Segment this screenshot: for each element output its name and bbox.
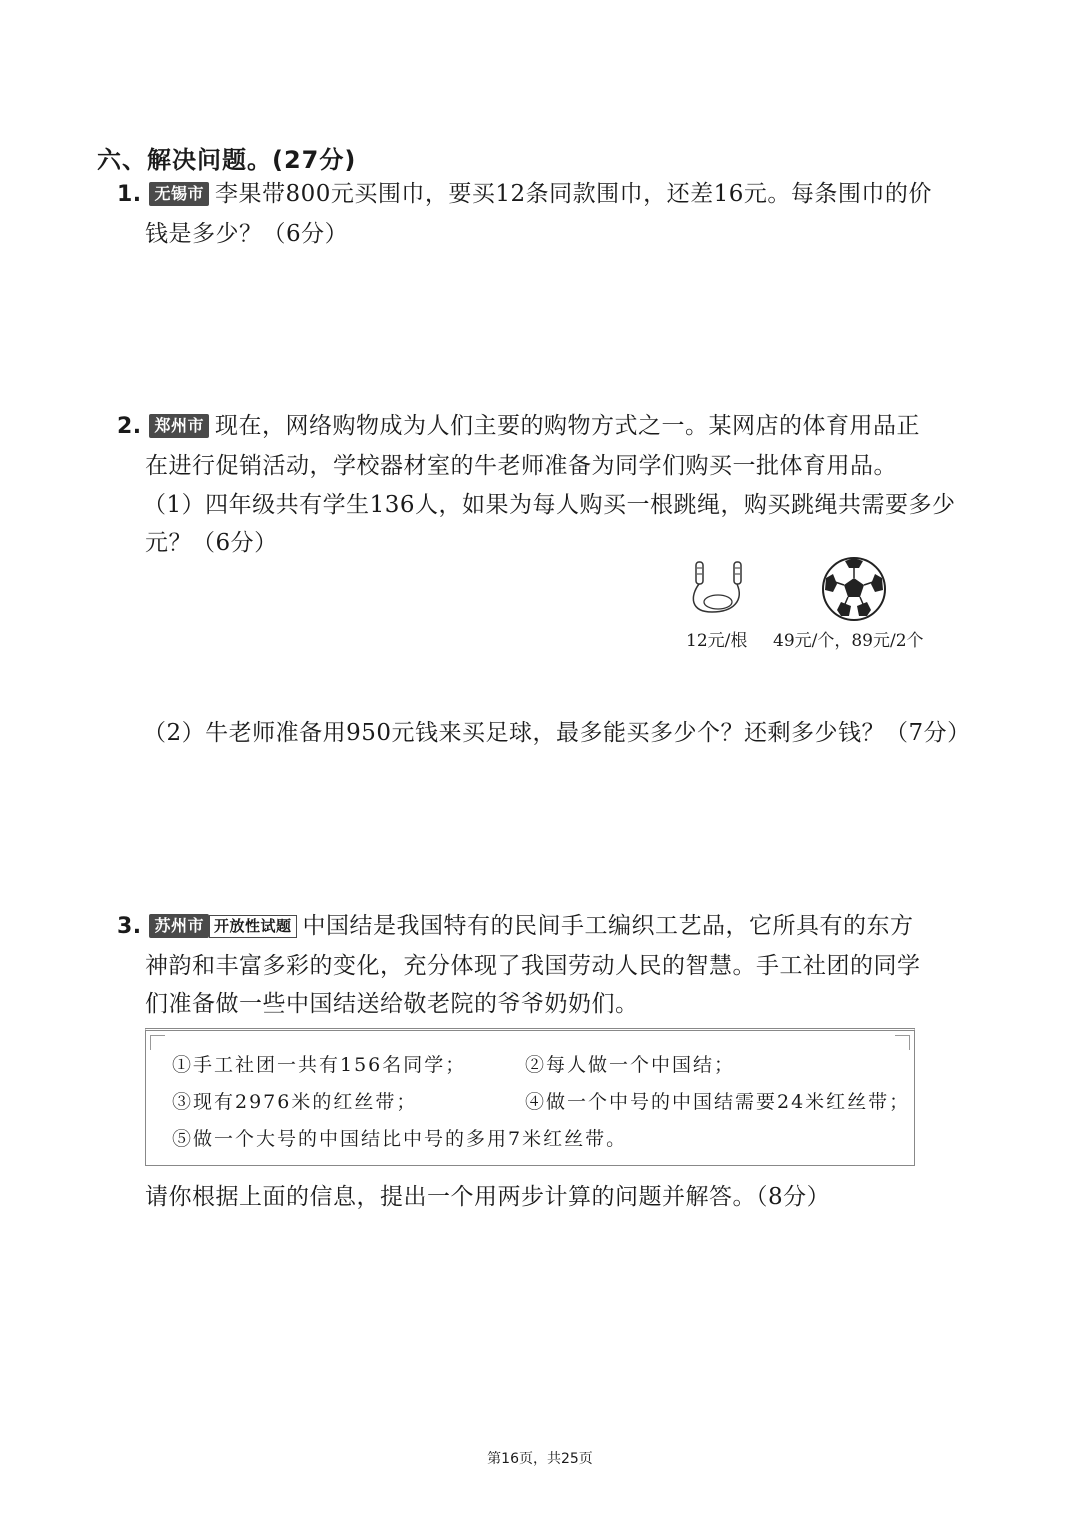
region-tag: 无锡市 (149, 182, 209, 206)
info-item: ②每人做一个中国结； (525, 1054, 736, 1076)
football-icon (821, 556, 887, 622)
question-2-line-1 (117, 410, 920, 443)
jump-rope-price: 12元/根 (686, 631, 748, 651)
question-2-line-2: 在进行促销活动，学校器材室的牛老师准备为同学们购买一批体育用品。 (145, 453, 897, 479)
section-title: 六、解决问题。(27分) (97, 146, 357, 174)
question-text: 现在，网络购物成为人们主要的购物方式之一。某网店的体育用品正 (215, 413, 920, 439)
question-3-prompt: 请你根据上面的信息，提出一个用两步计算的问题并解答。（8分） (145, 1184, 831, 1210)
question-number: 1. (117, 182, 142, 207)
question-3-line-1 (117, 910, 914, 943)
question-number: 3. (117, 914, 142, 939)
info-item: ③现有2976米的红丝带； (172, 1091, 418, 1113)
open-question-tag: 开放性试题 (209, 915, 297, 938)
info-item: ①手工社团一共有156名同学； (172, 1054, 467, 1076)
page-number: 第16页，共25页 (487, 1451, 593, 1467)
question-2-sub-1-line-1: （1）四年级共有学生136人，如果为每人购买一根跳绳，购买跳绳共需要多少 (143, 492, 956, 518)
corner-ornament (150, 1035, 165, 1050)
region-tag: 郑州市 (149, 414, 209, 438)
info-item: ⑤做一个大号的中国结比中号的多用7米红丝带。 (172, 1128, 628, 1150)
question-1-line-2: 钱是多少？（6分） (145, 221, 349, 247)
question-3-line-2: 神韵和丰富多彩的变化，充分体现了我国劳动人民的智慧。手工社团的同学 (145, 953, 921, 979)
region-tag: 苏州市 (149, 914, 209, 938)
question-2-sub-2: （2）牛老师准备用950元钱来买足球，最多能买多少个？还剩多少钱？（7分） (143, 720, 971, 746)
question-3-line-3: 们准备做一些中国结送给敬老院的爷爷奶奶们。 (145, 991, 639, 1017)
question-text: 中国结是我国特有的民间手工编织工艺品，它所具有的东方 (302, 913, 914, 939)
info-item: ④做一个中号的中国结需要24米红丝带； (525, 1091, 911, 1113)
question-text: 李果带800元买围巾，要买12条同款围巾，还差16元。每条围巾的价 (215, 181, 932, 207)
question-1-line-1 (117, 178, 932, 211)
question-2-sub-1-line-2: 元？（6分） (145, 530, 278, 556)
football-price: 49元/个，89元/2个 (773, 631, 924, 651)
jump-rope-icon (682, 556, 752, 620)
corner-ornament (895, 1035, 910, 1050)
question-number: 2. (117, 414, 142, 439)
